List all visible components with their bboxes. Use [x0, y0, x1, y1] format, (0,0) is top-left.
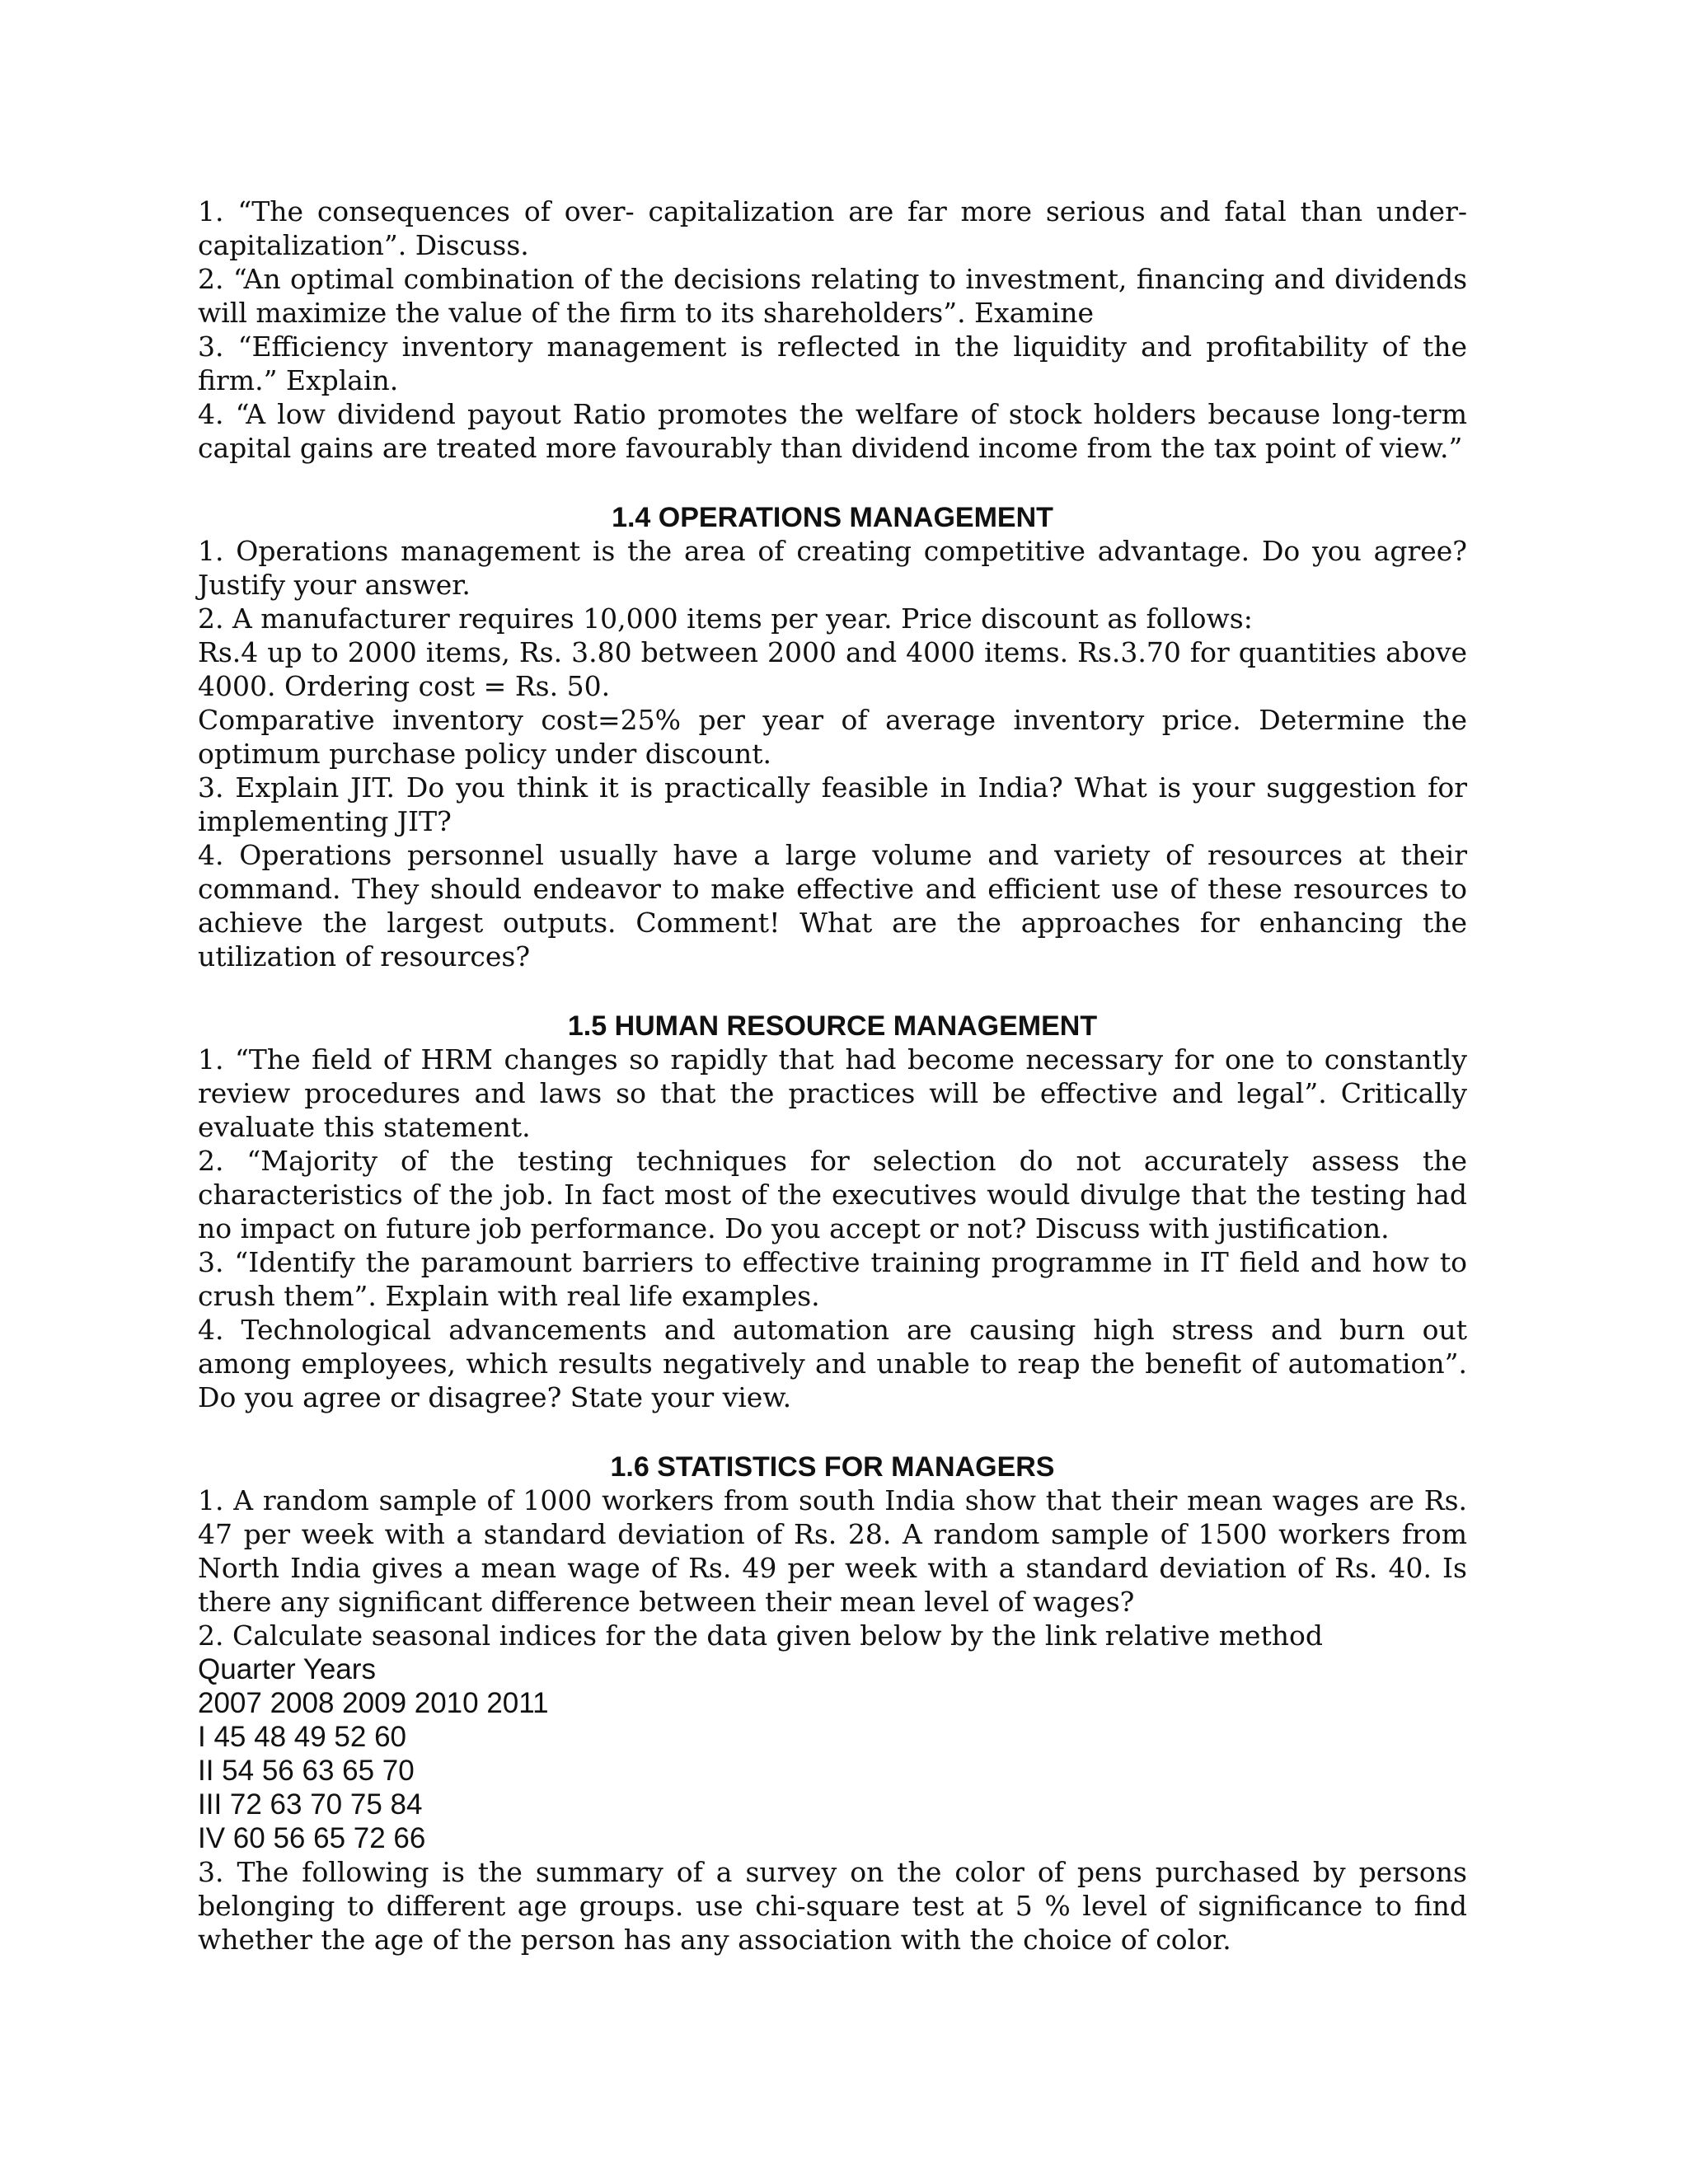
table-line: IV 60 56 65 72 66 [198, 1822, 426, 1854]
question-paragraph: Rs.4 up to 2000 items, Rs. 3.80 between 2000 and 4000 items. Rs.3.70 for quantities above 4000. Ordering cost = Rs. 50. [198, 636, 1467, 702]
table-line: Quarter Years [198, 1653, 376, 1685]
question-paragraph: 4. “A low dividend payout Ratio promotes the welfare of stock holders because long-term capital gains are treated more favourably than dividend income from the tax point of view.” [198, 398, 1467, 464]
question-paragraph: 4. Technological advancements and automation are causing high stress and burn out among employees, which results negatively and unable to reap the benefit of automation”. Do you agree or disagree? State your view. [198, 1314, 1467, 1413]
section-operations-management [198, 501, 1467, 973]
section-human-resource-management [198, 1010, 1467, 1414]
table-line: 2007 2008 2009 2010 2011 [198, 1687, 549, 1719]
question-paragraph: Comparative inventory cost=25% per year of average inventory price. Determine the optimum purchase policy under discount. [198, 704, 1467, 770]
question-paragraph: 1. “The consequences of over- capitalization are far more serious and fatal than under-capitalization”. Discuss. [198, 195, 1467, 261]
question-paragraph: 2. “Majority of the testing techniques for selection do not accurately assess the characteristics of the job. In fact most of the executives would divulge that the testing had no impact on future job performance. Do you accept or not? Discuss with justification. [198, 1145, 1467, 1244]
table-line: II 54 56 63 65 70 [198, 1755, 415, 1787]
question-paragraph: 3. Explain JIT. Do you think it is practically feasible in India? What is your suggestion for implementing JIT? [198, 771, 1467, 837]
section-heading: 1.6 STATISTICS FOR MANAGERS [610, 1451, 1055, 1483]
table-line: I 45 48 49 52 60 [198, 1721, 406, 1753]
seasonal-data-table [198, 1652, 1467, 1855]
question-paragraph: 2. Calculate seasonal indices for the data given below by the link relative method [198, 1619, 1324, 1652]
section-financial-management [198, 194, 1467, 465]
question-paragraph: 2. “An optimal combination of the decisions relating to investment, financing and dividends will maximize the value of the firm to its shareholders”. Examine [198, 263, 1467, 329]
question-paragraph: 1. “The field of HRM changes so rapidly that had become necessary for one to constantly review procedures and laws so that the practices will be effective and legal”. Critically evaluate this statement. [198, 1043, 1467, 1143]
section-heading: 1.4 OPERATIONS MANAGEMENT [612, 502, 1053, 533]
question-paragraph: 3. The following is the summary of a survey on the color of pens purchased by persons belonging to different age groups. use chi-square test at 5 % level of significance to find whether the age of the person has any association with the choice of color. [198, 1856, 1467, 1956]
section-statistics-for-managers [198, 1451, 1467, 1957]
document-page [198, 194, 1467, 1957]
question-paragraph: 1. A random sample of 1000 workers from south India show that their mean wages are Rs. 47 per week with a standard deviation of Rs. 28. A random sample of 1500 workers from North India gives a mean wage of Rs. 49 per week with a standard deviation of Rs. 40. Is there any significant difference between their mean level of wages? [198, 1484, 1467, 1618]
section-heading: 1.5 HUMAN RESOURCE MANAGEMENT [567, 1010, 1098, 1042]
question-paragraph: 4. Operations personnel usually have a large volume and variety of resources at their command. They should endeavor to make effective and efficient use of these resources to achieve the largest outputs. Comment! What are the approaches for enhancing the utilization of resources? [198, 839, 1467, 972]
table-line: III 72 63 70 75 84 [198, 1788, 423, 1821]
question-paragraph: 1. Operations management is the area of creating competitive advantage. Do you agree? Justify your answer. [198, 535, 1467, 601]
question-paragraph: 3. “Efficiency inventory management is reflected in the liquidity and profitability of the firm.” Explain. [198, 330, 1467, 396]
question-paragraph: 2. A manufacturer requires 10,000 items per year. Price discount as follows: [198, 602, 1253, 635]
question-paragraph: 3. “Identify the paramount barriers to effective training programme in IT field and how to crush them”. Explain with real life examples. [198, 1246, 1467, 1312]
